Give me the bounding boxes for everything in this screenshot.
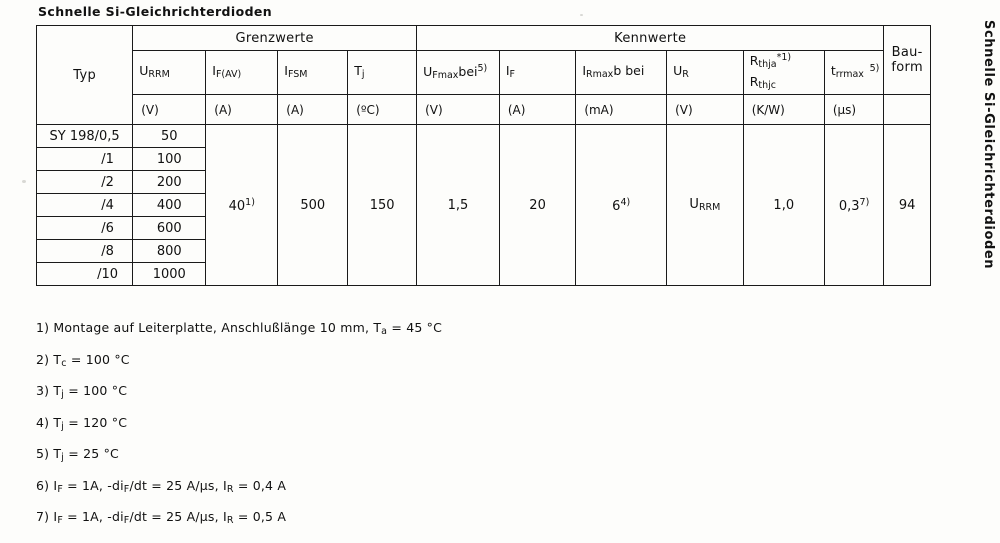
cell-urrm: 600 [133,217,206,240]
footnote-sub: c [61,357,67,369]
cell-irmax-footnote: 4) [620,196,631,208]
footnote-sub: F [57,515,63,526]
unit-text: (µs) [832,102,857,117]
footnote-2 [36,351,796,369]
footnote-tail3: = 0,5 A [233,509,287,524]
footnote-tail: = 25 °C [64,446,119,461]
unit-text: (mA) [584,102,614,117]
sym-sub: F(AV) [215,69,242,81]
cell-urrm: 1000 [133,263,206,286]
footnote-sub: F [57,483,63,495]
sym-sub: thjc [758,80,776,91]
footnote-sub2: F [123,515,130,526]
header-symbol-rth [743,51,824,95]
footnote-sub: j [61,452,65,463]
unit-text: (A) [214,102,232,117]
footnote-number: 4) [36,414,50,430]
footnote-tail: = 100 °C [66,351,130,367]
cell-typ: /8 [37,240,133,263]
footnote-text: T [53,414,62,430]
sym-sub: RRM [148,69,170,81]
footnote-sub3: R [226,515,234,526]
footnote-5 [36,448,796,463]
sym-base: T [354,63,362,79]
footnote-number: 5) [36,446,50,461]
footnote-tail: = 1A, -di [62,477,124,493]
cell-trr-footnote: 7) [859,196,870,208]
footnote-text: T [53,383,62,398]
cell-irmax-value: 6 [612,198,621,214]
cell-urrm: 50 [133,125,206,148]
cell-typ: /4 [37,194,133,217]
unit-ufmax [417,95,500,125]
header-symbol-irmax [576,51,667,95]
cell-irmax [576,125,667,286]
table-row [37,125,931,148]
cell-urrm: 400 [133,194,206,217]
table-header-units [37,95,931,125]
header-kennwerte: Kennwerte [417,26,884,51]
header-symbol-ifav [206,51,278,95]
sym-sup: 5) [869,63,880,75]
unit-tj [348,95,417,125]
footnote-text: Montage auf Leiterplatte, Anschlußlänge 10 mm, T [53,320,382,335]
footnote-6 [36,477,796,495]
cell-tj: 150 [348,125,417,286]
footnote-tail: = 100 °C [64,383,128,398]
footnote-text: I [53,477,58,493]
cell-ur-sub: RRM [698,202,721,213]
cell-bauform: 94 [884,125,931,286]
footnote-1 [36,322,796,337]
footnote-number: 6) [36,477,50,493]
unit-ur [667,95,744,125]
sym-base: I [284,63,288,79]
cell-typ: /2 [37,171,133,194]
footnote-text: T [53,351,62,367]
unit-text: (V) [425,102,443,117]
unit-trr [824,95,884,125]
sym-tail: bei [458,63,478,79]
cell-typ: /6 [37,217,133,240]
unit-text: (K/W) [751,102,785,117]
cell-trr-value: 0,3 [838,198,860,214]
footnote-tail: = 120 °C [64,414,128,430]
page-title: Schnelle Si-Gleichrichterdioden [38,4,273,19]
unit-urrm [133,95,206,125]
unit-irmax [576,95,667,125]
cell-typ: /10 [37,263,133,286]
sym-base: R [749,53,759,69]
footnote-7 [36,511,796,526]
unit-text: (ºC) [356,102,380,117]
footnote-3 [36,385,796,400]
header-bauform-line2: form [891,60,923,75]
footnote-number: 2) [36,351,50,367]
cell-ifav-footnote: 1) [245,196,255,208]
unit-text: (V) [675,102,693,117]
header-symbol-ufmax [417,51,500,95]
footnote-tail: = 1A, -di [62,509,124,524]
unit-ifav [206,95,278,125]
footnote-tail2: /dt = 25 A/µs, I [129,477,227,493]
sym-base: I [212,63,216,79]
cell-urrm: 800 [133,240,206,263]
header-symbol-tj [348,51,417,95]
footnote-text: T [53,446,62,461]
sym-base: I [505,63,510,79]
cell-trr [824,125,884,286]
sym-base: U [673,63,683,79]
sym-sub: j [361,69,365,81]
footnote-text: I [53,509,58,524]
footnote-number: 3) [36,383,50,398]
header-bauform [884,26,931,95]
header-grenzwerte: Grenzwerte [133,26,417,51]
header-symbol-ifsm [278,51,348,95]
sym-sub: F [509,69,515,81]
cell-ur [667,125,744,286]
table-header-symbols [37,51,931,95]
header-symbol-ur [667,51,744,95]
unit-ifsm [278,95,348,125]
cell-urrm: 100 [133,148,206,171]
header-symbol-if [499,51,575,95]
sym-sub: Fmax [432,69,459,81]
header-typ: Typ [37,26,133,125]
cell-ur-base: U [689,197,699,212]
footnote-sub: j [61,389,65,400]
sym-sub: R [682,69,689,81]
header-symbol-urrm [133,51,206,95]
footnote-4 [36,414,796,432]
running-head: Schnelle Si-Gleichrichterdioden [981,20,996,270]
header-symbol-trrmax [824,51,884,95]
unit-text: (A) [507,102,526,117]
footnote-sub2: F [123,483,130,495]
sym-base: I [582,63,586,79]
sym-sub: thja [758,59,777,71]
sym-sub: Rmax [586,69,614,81]
cell-urrm: 200 [133,171,206,194]
unit-rth [743,95,824,125]
unit-text: (V) [141,102,159,117]
footnote-tail2: /dt = 25 A/µs, I [129,509,227,524]
sym-base: R [749,74,759,89]
scan-speck [580,14,583,16]
unit-if [499,95,575,125]
sym-base: U [139,63,149,79]
sym-sub: rrmax [835,69,864,81]
cell-rth: 1,0 [743,125,824,286]
sym-sup: *1) [776,52,792,64]
cell-if: 20 [499,125,575,286]
sym-sup: 5) [477,62,488,74]
scan-speck [22,180,26,183]
footnote-sub3: R [226,483,234,495]
sym-base: t [830,63,836,79]
cell-typ: /1 [37,148,133,171]
specification-table [36,25,931,286]
footnote-sub: j [61,420,65,432]
footnote-number: 1) [36,320,50,335]
sym-sub: FSM [287,69,308,81]
sym-base: U [423,63,433,79]
footnote-tail: = 45 °C [387,320,443,335]
footnote-number: 7) [36,509,50,524]
cell-ifav [206,125,278,286]
footnote-tail3: = 0,4 A [233,477,287,493]
header-bauform-line1: Bau- [891,45,923,60]
footnotes [36,322,796,543]
table-header-groups [37,26,931,51]
cell-ifav-value: 40 [228,198,246,214]
cell-ufmax: 1,5 [417,125,500,286]
unit-bauform-blank [884,95,931,125]
footnote-sub: a [381,326,388,337]
cell-typ: SY 198/0,5 [37,125,133,148]
unit-text: (A) [286,102,304,117]
cell-ifsm: 500 [278,125,348,286]
sym-tail: b bei [613,63,645,79]
